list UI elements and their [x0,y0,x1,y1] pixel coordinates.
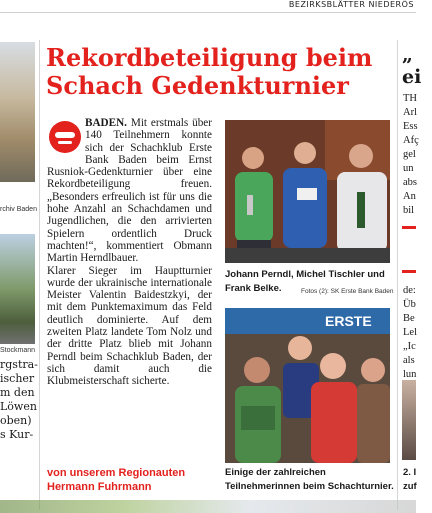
right-neighbor-photo [402,380,416,460]
publication-name: BEZIRKSBLÄTTER NIEDERÖS [288,0,414,9]
right-neighbor-text-line: TH [403,93,417,104]
left-neighbor-text-line: ischer [0,372,35,385]
right-neighbor-text-line: als [403,355,415,366]
right-neighbor-red-rule [402,270,416,273]
right-neighbor-text-line: lun [403,369,417,380]
author-line-1: von unserem Regionauten [47,467,186,479]
left-neighbor-text-line: m den [0,386,35,399]
photo-participants [225,308,390,463]
photo-winners [225,120,390,263]
right-neighbor-text-line: An [403,191,416,202]
right-neighbor-text-line: Be [403,313,415,324]
column-divider-right [397,40,398,510]
left-neighbor-photo-bottom [0,234,35,344]
left-neighbor-photo-top [0,42,35,182]
right-neighbor-text-line: Arl [403,107,417,118]
article-body [47,117,212,388]
photo-caption-2: Einige der zahlreichen Teilnehmerinnen beim Schachturnier. [225,467,394,492]
article-paragraph-2: Klarer Sieger im Hauptturnier wurde der ukrainische internationale Meister Valentin Baidestzkyi, der mit dem Punktemaximum das Feld deutlich dominierte. Auf dem zweiten Platz landete Tom Nolz und der dritte Platz blieb mit Johann Perndl beim Schachklub Baden, der sich damit auch die Klubmeisterschaft sicherte. [47,264,212,388]
article-lead: BADEN. [85,117,127,129]
right-neighbor-text-line: Üb [403,299,416,310]
left-neighbor-text-line: Löwen [0,400,37,413]
right-neighbor-red-rule [402,226,416,229]
article-paragraph-1: Mit erstmals über 140 Teilnehmern konnte sich der Schachklub Erste Bank Baden beim Ernst Rusniok-Gedenkturnier über eine Rekordbeteiligung freuen. „Besonders erfreulich ist für uns die hohe Anzahl an Schachdamen und Jugendlichen, die den arrivierten Spielern ordentlich Druck machten!“, kommentiert Obmann Martin Herndlbauer. [47,117,212,265]
right-neighbor-text-line: Afç [403,135,419,146]
right-headline-line: ei [402,66,422,88]
right-neighbor-text-line: gel [403,149,416,160]
banner-text: ERSTE [325,313,372,329]
right-neighbor-caption-line: zuf [403,481,417,492]
left-photo-caption-bottom: Stockmann [0,347,36,354]
right-neighbor-text-line: bil [403,205,415,216]
header-rule [0,12,416,13]
photo-credit: Fotos (2): SK Erste Bank Baden [301,288,394,295]
left-neighbor-text-line: s Kur- [0,428,34,441]
author-line-2: Hermann Fuhrmann [47,481,152,493]
right-neighbor-text-line: de: [403,285,416,296]
article-headline: Rekordbeteiligung beim Schach Gedenkturnier [46,43,373,100]
right-neighbor-text-line: Lel [403,327,417,338]
left-photo-caption-top: rchiv Baden [0,206,37,213]
column-divider-left [39,40,40,510]
right-headline-line: „ [402,44,413,66]
right-neighbor-text-line: „Ic [403,341,416,352]
article-author [47,466,217,494]
bottom-photo-strip [0,500,416,513]
photo-caption-1: Johann Perndl, Michel Tischler und Frank Belke. [225,269,385,294]
right-neighbor-text-line: un [403,163,414,174]
right-neighbor-text-line: abs [403,177,417,188]
left-neighbor-text-line: rgstra- [0,358,38,371]
right-neighbor-text-line: Ess [403,121,418,132]
right-neighbor-headline [402,44,432,88]
right-neighbor-caption-line: 2. I [403,467,417,478]
left-neighbor-text-line: oben) [0,414,32,427]
